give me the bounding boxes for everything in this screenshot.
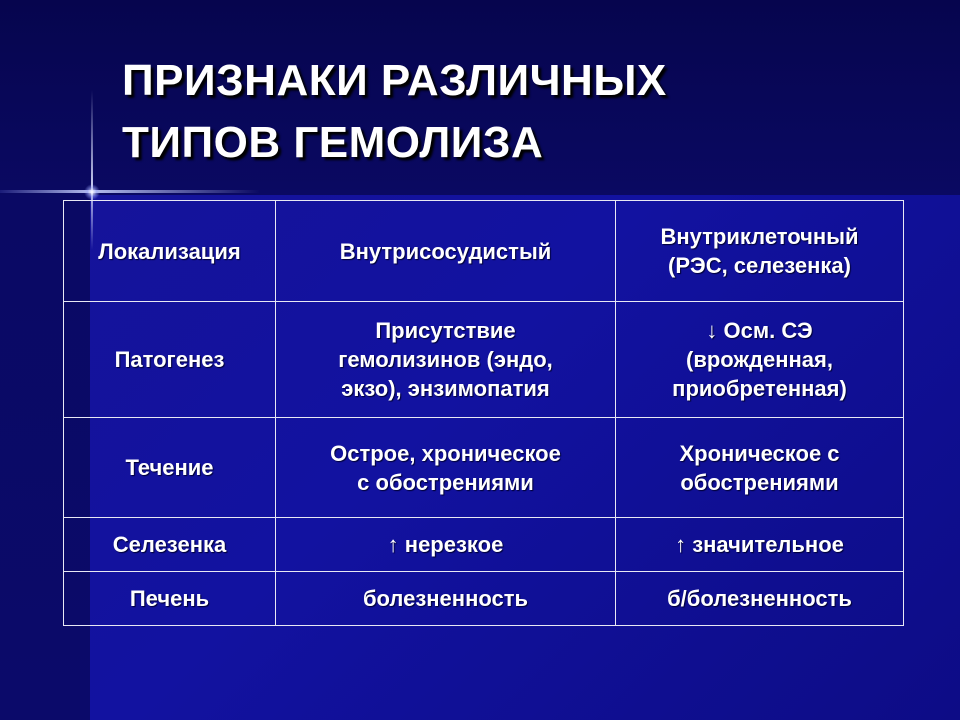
cell-text: Патогенез	[114, 347, 225, 372]
row-label	[64, 201, 276, 302]
hemolysis-comparison-table	[63, 200, 904, 626]
table-cell	[276, 201, 616, 302]
table-cell	[616, 418, 904, 518]
row-label	[64, 302, 276, 418]
table-row	[64, 201, 904, 302]
cell-text: болезненность	[362, 586, 529, 611]
slide-title-line-1: ПРИЗНАКИ РАЗЛИЧНЫХ	[122, 56, 667, 105]
cell-text: Острое, хроническое	[330, 440, 561, 466]
row-label	[64, 518, 276, 572]
row-label	[64, 418, 276, 518]
table-row	[64, 302, 904, 418]
cell-text: ↑ нерезкое	[387, 532, 504, 557]
cell-text: ↓ Осм. СЭ	[706, 318, 813, 343]
table-cell	[616, 518, 904, 572]
cell-text: Присутствие	[375, 318, 516, 343]
cell-text: Хроническое с	[679, 440, 840, 466]
table-cell	[276, 572, 616, 626]
cell-text: Селезенка	[112, 532, 227, 557]
cell-text: Внутриклеточный	[660, 224, 859, 249]
cell-text: приобретенная)	[672, 376, 847, 401]
cell-text: гемолизинов (эндо,	[338, 347, 553, 372]
slide-title	[122, 50, 842, 174]
table-cell	[276, 302, 616, 418]
cell-text: (РЭС, селезенка)	[668, 253, 851, 278]
cell-text: (врожденная,	[686, 347, 833, 372]
sparkle-icon	[84, 184, 100, 200]
table-cell	[276, 518, 616, 572]
slide-title-line-2: ТИПОВ ГЕМОЛИЗА	[122, 118, 544, 167]
table-cell	[616, 572, 904, 626]
table-row	[64, 418, 904, 518]
cell-text: с обострениями	[357, 469, 534, 495]
cell-text: Печень	[129, 586, 210, 611]
cell-text: экзо), энзимопатия	[341, 376, 550, 401]
cell-text: Локализация	[98, 238, 241, 264]
table-cell	[616, 302, 904, 418]
table-cell	[616, 201, 904, 302]
cell-text: Внутрисосудистый	[339, 238, 552, 264]
cell-text: Течение	[125, 455, 214, 480]
table-row	[64, 572, 904, 626]
cell-text: обострениями	[680, 469, 839, 495]
table-row	[64, 518, 904, 572]
cell-text: б/болезненность	[667, 586, 852, 611]
row-label	[64, 572, 276, 626]
cell-text: ↑ значительное	[675, 532, 844, 557]
horizontal-light-streak	[0, 190, 260, 193]
table-cell	[276, 418, 616, 518]
